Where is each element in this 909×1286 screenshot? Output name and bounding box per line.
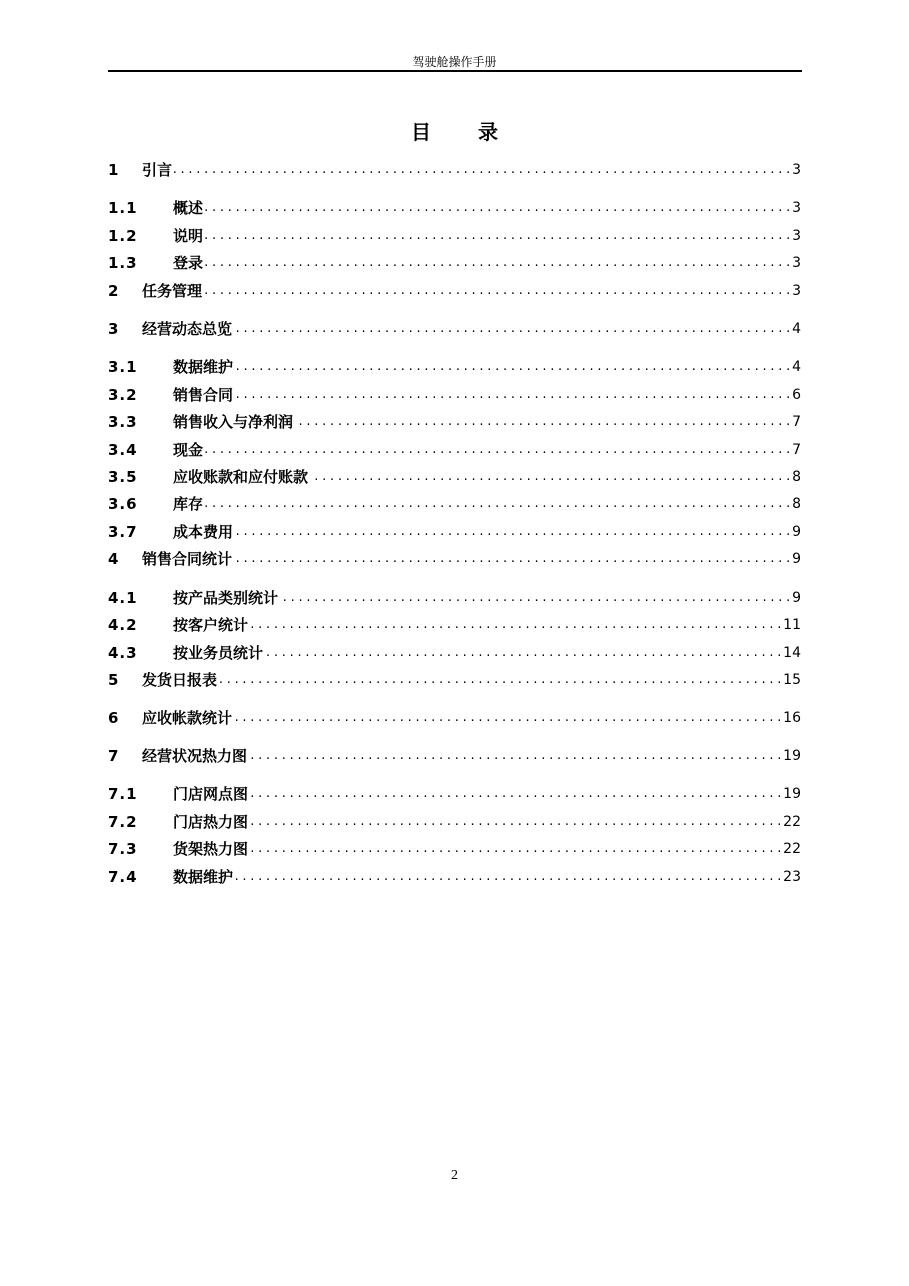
toc-entry-page: 3 [792,283,801,299]
toc-entry-title: 数据维护 [173,358,234,376]
toc-entry[interactable] [108,643,801,663]
toc-entry-number: 1 [108,161,120,179]
toc-dot-leader [310,467,790,487]
table-of-contents [108,0,801,1286]
toc-entry[interactable] [108,615,801,635]
toc-entry[interactable] [108,281,801,301]
toc-entry[interactable] [108,160,801,180]
toc-entry-page: 19 [783,786,801,802]
toc-entry-page: 8 [792,469,801,485]
toc-entry-number: 3.4 [108,441,138,459]
toc-entry-number: 7.4 [108,868,138,886]
toc-entry-page: 9 [792,590,801,606]
toc-entry[interactable] [108,357,801,377]
toc-entry[interactable] [108,670,801,690]
toc-entry-title: 说明 [173,227,204,245]
toc-entry[interactable] [108,385,801,405]
toc-entry-number: 3.6 [108,495,138,513]
toc-entry-page: 3 [792,162,801,178]
toc-entry-number: 3.5 [108,468,138,486]
toc-title: 目 录 [411,120,518,144]
toc-entry-number: 7.1 [108,785,138,803]
toc-entry[interactable] [108,412,801,432]
toc-entry-page: 22 [783,814,801,830]
toc-entry[interactable] [108,549,801,569]
toc-entry-page: 3 [792,228,801,244]
toc-dot-leader [234,549,790,569]
toc-dot-leader [250,615,781,635]
toc-entry-title: 货架热力图 [173,840,249,858]
toc-entry-number: 3 [108,320,120,338]
toc-dot-leader [205,494,790,514]
toc-entry-title: 销售合同 [173,386,234,404]
toc-dot-leader [235,385,790,405]
toc-entry-page: 4 [792,359,801,375]
toc-dot-leader [250,812,781,832]
toc-entry[interactable] [108,746,801,766]
toc-entry[interactable] [108,812,801,832]
toc-entry-number: 4.2 [108,616,138,634]
toc-entry[interactable] [108,319,801,339]
toc-entry-number: 6 [108,709,120,727]
toc-entry-number: 7.3 [108,840,138,858]
toc-entry[interactable] [108,253,801,273]
toc-entry-page: 9 [792,551,801,567]
toc-entry-title: 经营状况热力图 [142,747,248,765]
toc-entry-page: 4 [792,321,801,337]
toc-entry-title: 按产品类别统计 [173,589,279,607]
toc-entry-title: 门店热力图 [173,813,249,831]
toc-entry-number: 4.1 [108,589,138,607]
toc-entry-title: 引言 [142,161,173,179]
toc-dot-leader [205,440,790,460]
toc-dot-leader [265,643,781,663]
toc-dot-leader [205,253,790,273]
toc-entry-number: 3.1 [108,358,138,376]
toc-dot-leader [250,839,781,859]
toc-entry[interactable] [108,440,801,460]
toc-entry-number: 3.7 [108,523,138,541]
toc-entry[interactable] [108,588,801,608]
toc-entry-title: 任务管理 [142,282,203,300]
toc-entry[interactable] [108,867,801,887]
toc-entry-title: 按客户统计 [173,616,249,634]
toc-entry-title: 发货日报表 [142,671,218,689]
toc-entry-number: 7.2 [108,813,138,831]
toc-entry-title: 概述 [173,199,204,217]
toc-entry[interactable] [108,467,801,487]
toc-entry[interactable] [108,494,801,514]
toc-entry-page: 8 [792,496,801,512]
toc-entry-page: 7 [792,442,801,458]
toc-entry-page: 14 [783,645,801,661]
toc-entry-number: 4 [108,550,120,568]
toc-dot-leader [249,746,781,766]
toc-entry-page: 11 [783,617,801,633]
toc-entry-title: 成本费用 [173,523,234,541]
toc-entry-page: 19 [783,748,801,764]
toc-entry-title: 销售合同统计 [142,550,233,568]
toc-dot-leader [280,588,790,608]
toc-entry[interactable] [108,198,801,218]
toc-dot-leader [235,357,790,377]
toc-entry-page: 23 [783,869,801,885]
toc-entry-page: 3 [792,200,801,216]
toc-dot-leader [235,867,781,887]
toc-entry-page: 22 [783,841,801,857]
toc-entry-title: 应收账款和应付账款 [173,468,309,486]
toc-dot-leader [235,522,790,542]
toc-entry-title: 门店网点图 [173,785,249,803]
toc-entry-number: 2 [108,282,120,300]
toc-entry-number: 3.2 [108,386,138,404]
running-header: 驾驶舱操作手册 [412,55,497,69]
toc-entry-number: 1.2 [108,227,138,245]
toc-dot-leader [295,412,790,432]
toc-entry-page: 7 [792,414,801,430]
toc-dot-leader [234,319,790,339]
toc-entry-title: 销售收入与净利润 [173,413,294,431]
toc-entry-title: 数据维护 [173,868,234,886]
toc-dot-leader [174,160,790,180]
toc-entry-page: 3 [792,255,801,271]
toc-entry-number: 4.3 [108,644,138,662]
toc-dot-leader [234,708,781,728]
toc-entry-title: 现金 [173,441,204,459]
toc-entry-title: 登录 [173,254,204,272]
toc-entry-number: 1.1 [108,199,138,217]
toc-entry-title: 应收帐款统计 [142,709,233,727]
toc-dot-leader [205,198,790,218]
toc-entry-page: 16 [783,710,801,726]
toc-dot-leader [250,784,781,804]
toc-dot-leader [205,226,790,246]
toc-entry[interactable] [108,226,801,246]
toc-entry-page: 6 [792,387,801,403]
toc-entry-page: 9 [792,524,801,540]
toc-dot-leader [219,670,781,690]
toc-entry-number: 7 [108,747,120,765]
toc-entry-number: 1.3 [108,254,138,272]
toc-entry-title: 经营动态总览 [142,320,233,338]
toc-entry[interactable] [108,784,801,804]
toc-entry[interactable] [108,708,801,728]
toc-entry-title: 按业务员统计 [173,644,264,662]
toc-entry-number: 3.3 [108,413,138,431]
toc-entry-page: 15 [783,672,801,688]
toc-entry[interactable] [108,839,801,859]
toc-dot-leader [204,281,790,301]
toc-entry-number: 5 [108,671,120,689]
page-number: 2 [451,1168,458,1183]
toc-entry-title: 库存 [173,495,204,513]
toc-entry[interactable] [108,522,801,542]
